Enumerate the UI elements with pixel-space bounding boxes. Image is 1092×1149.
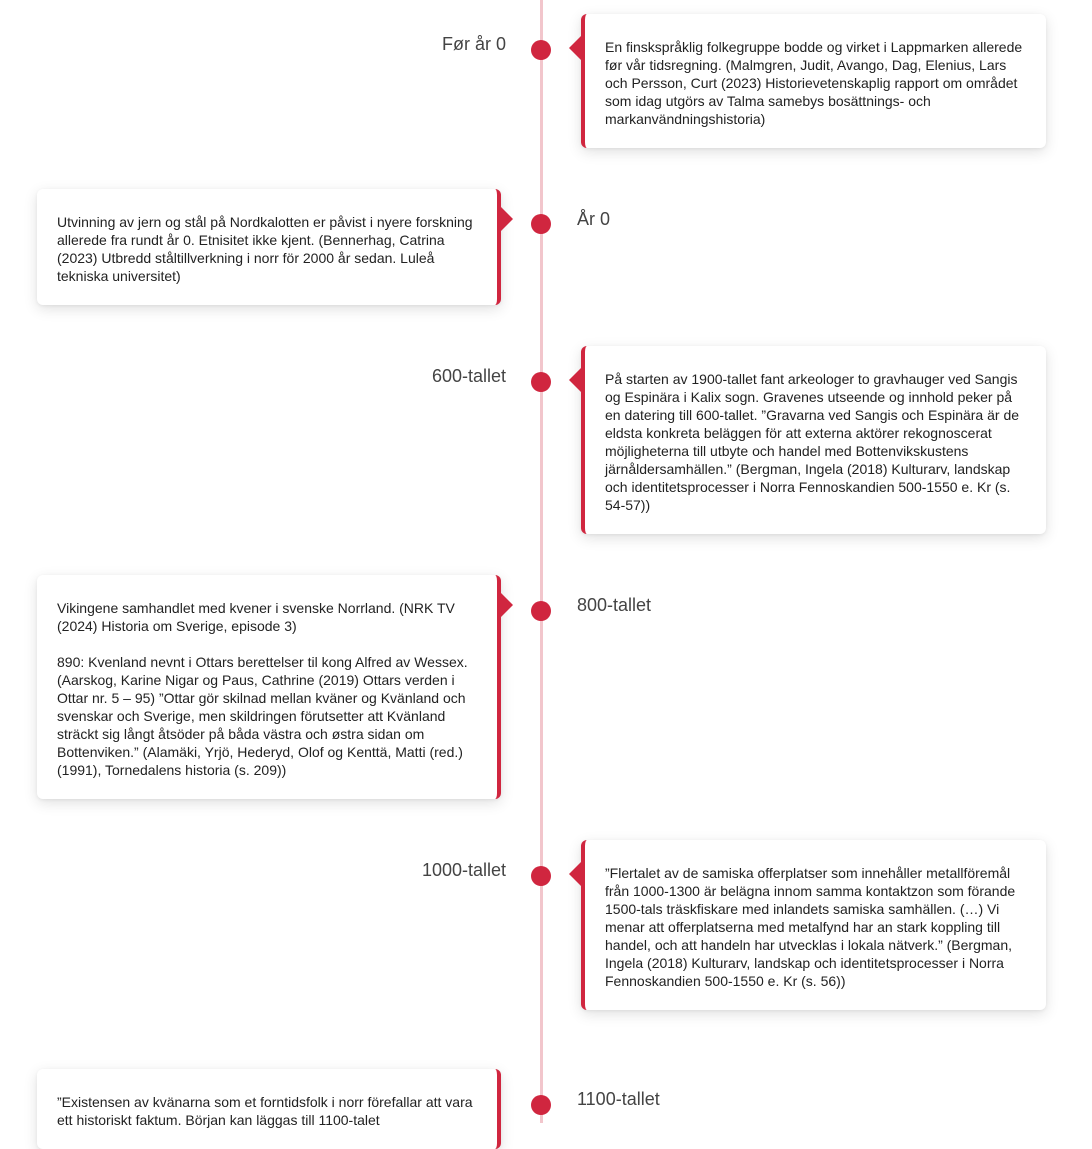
timeline-dot xyxy=(531,601,551,621)
timeline-date-label: 1100-tallet xyxy=(577,1089,660,1109)
timeline-dot xyxy=(531,40,551,60)
timeline-axis-line xyxy=(540,0,543,1123)
timeline-dot xyxy=(531,866,551,886)
timeline-date-label: 800-tallet xyxy=(577,595,652,615)
timeline-card xyxy=(37,1069,501,1149)
timeline-card xyxy=(581,346,1046,534)
timeline-card xyxy=(581,840,1046,1010)
timeline-card xyxy=(37,575,501,799)
timeline-date-label: År 0 xyxy=(577,209,611,229)
timeline-card-text: På starten av 1900-tallet fant arkeologer to gravhauger ved Sangis og Espinära i Kalix sogn. Gravenes utseende og innhold peker på en datering till 600-tallet. ”Gravarna ved Sangis och Espinära är de eldsta konkreta beläggen för att externa aktörer rekognoscerat möjligheterna till utbyte och handel med Bottenvikskustens järnåldersamhällen.” (Bergman, Ingela (2018) Kulturarv, landskap och identitetsprocesser i Norra Fennoskandien 500-1550 e. Kr (s. 54-57)) xyxy=(605,371,1020,513)
timeline-date-label: Før år 0 xyxy=(441,34,506,54)
timeline-dot xyxy=(531,372,551,392)
timeline-card xyxy=(37,189,501,305)
timeline-card-text: ”Existensen av kvänarna som et forntidsfolk i norr förefallar att vara ett historiskt faktum. Början kan läggas till 1100-talet xyxy=(57,1094,473,1128)
timeline-card-text: Utvinning av jern og stål på Nordkalotten er påvist i nyere forskning allerede fra rundt år 0. Etnisitet ikke kjent. (Bennerhag, Catrina (2023) Utbredd ståltillverkning i norr för 2000 år sedan. Luleå tekniska universitet) xyxy=(57,214,473,284)
timeline-date-label: 600-tallet xyxy=(431,366,506,386)
timeline-date-label: 1000-tallet xyxy=(421,860,506,880)
timeline-dot xyxy=(531,1095,551,1115)
timeline-card-text: En finskspråklig folkegruppe bodde og virket i Lappmarken allerede før vår tidsregning. (Malmgren, Judit, Avango, Dag, Elenius, Lars och Persson, Curt (2023) Historievetenskaplig rapport om området som idag utgörs av Talma samebys bosättnings- och markanvändningshistoria) xyxy=(605,39,1023,127)
timeline-card-text: Vikingene samhandlet med kvener i svenske Norrland. (NRK TV (2024) Historia om Sverige, episode 3) xyxy=(57,600,455,634)
timeline-card-text: ”Flertalet av de samiska offerplatser som innehåller metallföremål från 1000-1300 är belägna innom samma kontaktzon som förande 1500-tals träskfiskare med inlandets samiska samhällen. (…) Vi menar att offerplatserna med metalfynd har an stark koppling till handel, och att handeln har utvecklas i lokala nätverk.” (Bergman, Ingela (2018) Kulturarv, landskap och identitetsprocesser i Norra Fennoskandien 500-1550 e. Kr (s. 56)) xyxy=(605,865,1016,989)
timeline-card xyxy=(581,14,1046,148)
timeline-dot xyxy=(531,214,551,234)
timeline-card-text: 890: Kvenland nevnt i Ottars berettelser til kong Alfred av Wessex. (Aarskog, Karine Nigar og Paus, Cathrine (2019) Ottars verden i Ottar nr. 5 – 95) ”Ottar gör skilnad mellan kväner og Kvänland och svenskar och Sverige, men skildringen förutsetter att Kvänland sträckt sig långt åtsöder på båda västra och østra sidan om Bottenviken.” (Alamäki, Yrjö, Hederyd, Olof og Kenttä, Matti (red.) (1991), Tornedalens historia (s. 209)) xyxy=(57,654,468,778)
